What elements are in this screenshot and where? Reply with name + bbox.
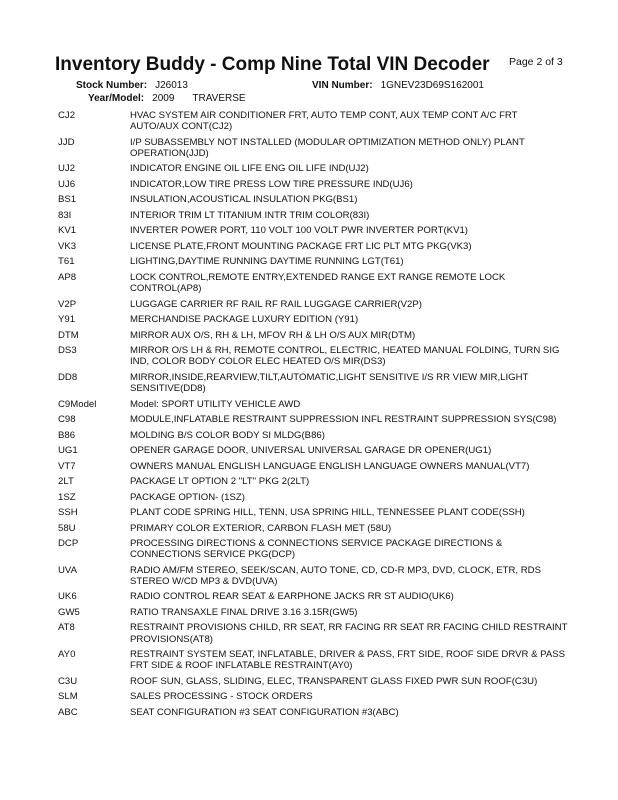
option-description: LIGHTING,DAYTIME RUNNING DAYTIME RUNNING LGT(T61) <box>130 256 404 268</box>
option-code: DCP <box>58 538 79 550</box>
option-code-row <box>58 676 568 687</box>
option-description: PLANT CODE SPRING HILL, TENN, USA SPRING HILL, TENNESSEE PLANT CODE(SSH) <box>130 507 525 519</box>
option-description: INSULATION,ACOUSTICAL INSULATION PKG(BS1) <box>130 194 358 206</box>
option-code: C98 <box>58 414 76 426</box>
option-code: UK6 <box>58 591 77 603</box>
option-code: ABC <box>58 706 78 718</box>
option-description: INDICATOR,LOW TIRE PRESS LOW TIRE PRESSURE IND(UJ6) <box>130 178 413 190</box>
option-code-row <box>58 445 568 456</box>
option-description: MIRROR O/S LH & RH, REMOTE CONTROL, ELECTRIC, HEATED MANUAL FOLDING, TURN SIG IND, COLOR BODY COLOR ELEC HEATED O/S MIR(DS3) <box>130 345 560 368</box>
model-value: TRAVERSE <box>192 93 246 104</box>
option-description: RADIO AM/FM STEREO, SEEK/SCAN, AUTO TONE, CD, CD-R MP3, DVD, CLOCK, ETR, RDS STEREO W/CD MP3 & DVD(UVA) <box>130 564 541 587</box>
option-code-row <box>58 591 568 602</box>
option-code-row <box>58 414 568 425</box>
option-code: 58U <box>58 522 76 534</box>
option-code-row <box>58 622 568 644</box>
option-code-row <box>58 299 568 310</box>
option-code-row <box>58 461 568 472</box>
option-code-row <box>58 565 568 587</box>
option-description: LUGGAGE CARRIER RF RAIL RF RAIL LUGGAGE CARRIER(V2P) <box>130 298 422 310</box>
option-code: AY0 <box>58 649 76 661</box>
option-code: 1SZ <box>58 491 76 503</box>
option-description: MOLDING B/S COLOR BODY SI MLDG(B86) <box>130 429 325 441</box>
option-description: INVERTER POWER PORT, 110 VOLT 100 VOLT PWR INVERTER PORT(KV1) <box>130 225 469 237</box>
option-description: MIRROR AUX O/S, RH & LH, MFOV RH & LH O/S AUX MIR(DTM) <box>130 329 416 341</box>
page-title: Inventory Buddy - Comp Nine Total VIN Decoder <box>55 54 490 75</box>
option-description: I/P SUBASSEMBLY NOT INSTALLED (MODULAR OPTIMIZATION METHOD ONLY) PLANT OPERATION(JJD) <box>130 136 525 159</box>
option-description: OPENER GARAGE DOOR, UNIVERSAL UNIVERSAL GARAGE DR OPENER(UG1) <box>130 445 492 457</box>
option-description: SALES PROCESSING - STOCK ORDERS <box>130 691 313 703</box>
stock-number-label: Stock Number: <box>76 80 148 91</box>
option-description: OWNERS MANUAL ENGLISH LANGUAGE ENGLISH LANGUAGE OWNERS MANUAL(VT7) <box>130 460 530 472</box>
option-code: SLM <box>58 691 78 703</box>
option-code-row <box>58 210 568 221</box>
option-description: HVAC SYSTEM AIR CONDITIONER FRT, AUTO TEMP CONT, AUX TEMP CONT A/C FRT AUTO/AUX CONT(CJ2) <box>130 110 518 133</box>
option-code: DTM <box>58 329 79 341</box>
option-description: MIRROR,INSIDE,REARVIEW,TILT,AUTOMATIC,LIGHT SENSITIVE I/S RR VIEW MIR,LIGHT SENSITIVE(DD8) <box>130 371 529 395</box>
option-code-row <box>58 707 568 718</box>
option-code: GW5 <box>58 606 80 618</box>
option-code: JJD <box>58 136 75 148</box>
option-code-row <box>58 179 568 190</box>
option-code: V2P <box>58 298 77 310</box>
option-code-row <box>58 194 568 205</box>
option-description: SEAT CONFIGURATION #3 SEAT CONFIGURATION #3(ABC) <box>130 706 399 718</box>
option-code: 83I <box>58 209 72 221</box>
option-code-row <box>58 476 568 487</box>
option-code: VT7 <box>58 460 76 472</box>
option-code-row <box>58 399 568 410</box>
option-code-row <box>58 272 568 294</box>
option-code-row <box>58 538 568 560</box>
option-code-row <box>58 225 568 236</box>
option-code: AT8 <box>58 622 75 634</box>
option-code-row <box>58 691 568 702</box>
option-code: CJ2 <box>58 110 76 121</box>
option-code-row <box>58 256 568 267</box>
year-model-label: Year/Model: <box>88 93 145 104</box>
option-code-list <box>58 110 568 722</box>
option-description: PACKAGE LT OPTION 2 "LT" PKG 2(2LT) <box>130 476 310 488</box>
option-description: PRIMARY COLOR EXTERIOR, CARBON FLASH MET (58U) <box>130 522 392 534</box>
option-code: AP8 <box>58 271 77 283</box>
option-code: B86 <box>58 429 76 441</box>
option-code-row <box>58 163 568 174</box>
option-description: RESTRAINT SYSTEM SEAT, INFLATABLE, DRIVER & PASS, FRT SIDE, ROOF SIDE DRVR & PASS FRT SIDE & ROOF INFLATABLE RESTRAINT(AY0) <box>130 649 566 672</box>
vin-number-value: 1GNEV23D69S162001 <box>380 80 484 91</box>
option-code-row <box>58 372 568 394</box>
option-code: DS3 <box>58 345 77 357</box>
option-description: PACKAGE OPTION- (1SZ) <box>130 491 245 503</box>
option-code-row <box>58 523 568 534</box>
vin-number <box>312 80 484 91</box>
option-description: RADIO CONTROL REAR SEAT & EARPHONE JACKS RR ST AUDIO(UK6) <box>130 591 454 603</box>
option-description: INTERIOR TRIM LT TITANIUM INTR TRIM COLOR(83I) <box>130 209 370 221</box>
option-description: LICENSE PLATE,FRONT MOUNTING PACKAGE FRT LIC PLT MTG PKG(VK3) <box>130 240 472 252</box>
vin-number-label: VIN Number: <box>312 80 373 91</box>
option-code-row <box>58 492 568 503</box>
option-description: RESTRAINT PROVISIONS CHILD, RR SEAT, RR FACING RR SEAT RR FACING CHILD RESTRAINT PROVISIONS(AT8) <box>130 622 568 645</box>
option-code-row <box>58 137 568 159</box>
option-code-row <box>58 649 568 671</box>
option-code-row <box>58 430 568 441</box>
option-code: KV1 <box>58 225 77 237</box>
page-number: Page 2 of 3 <box>509 56 563 68</box>
option-code: SSH <box>58 507 78 519</box>
option-description: RATIO TRANSAXLE FINAL DRIVE 3.16 3.15R(GW5) <box>130 606 358 618</box>
year-model <box>88 93 246 104</box>
option-code: UG1 <box>58 445 78 457</box>
option-code: UVA <box>58 564 78 576</box>
option-code: Y91 <box>58 314 76 326</box>
option-description: INDICATOR ENGINE OIL LIFE ENG OIL LIFE IND(UJ2) <box>130 163 369 175</box>
stock-number-value: J26013 <box>155 80 188 91</box>
option-code-row <box>58 314 568 325</box>
option-code: VK3 <box>58 240 77 252</box>
option-description: Model: SPORT UTILITY VEHICLE AWD <box>130 398 301 410</box>
option-description: MERCHANDISE PACKAGE LUXURY EDITION (Y91) <box>130 314 359 326</box>
option-description: PROCESSING DIRECTIONS & CONNECTIONS SERVICE PACKAGE DIRECTIONS & CONNECTIONS SERVICE PKG(DCP) <box>130 538 503 561</box>
option-code: BS1 <box>58 194 77 206</box>
option-code-row <box>58 330 568 341</box>
option-description: ROOF SUN, GLASS, SLIDING, ELEC, TRANSPARENT GLASS FIXED PWR SUN ROOF(C3U) <box>130 675 538 687</box>
option-code: 2LT <box>58 476 74 488</box>
option-code: UJ6 <box>58 178 76 190</box>
option-code-row <box>58 345 568 367</box>
option-code-row <box>58 507 568 518</box>
option-code-row <box>58 110 568 132</box>
option-description: MODULE,INFLATABLE RESTRAINT SUPPRESSION INFL RESTRAINT SUPPRESSION SYS(C98) <box>130 414 557 426</box>
option-code: C3U <box>58 675 78 687</box>
stock-number <box>76 80 188 91</box>
option-code-row <box>58 607 568 618</box>
option-description: LOCK CONTROL,REMOTE ENTRY,EXTENDED RANGE EXT RANGE REMOTE LOCK CONTROL(AP8) <box>130 271 506 295</box>
option-code: DD8 <box>58 371 78 383</box>
option-code: T61 <box>58 256 75 268</box>
option-code-row <box>58 241 568 252</box>
year-value: 2009 <box>152 93 175 104</box>
option-code: UJ2 <box>58 163 76 175</box>
option-code: C9Model <box>58 398 97 410</box>
